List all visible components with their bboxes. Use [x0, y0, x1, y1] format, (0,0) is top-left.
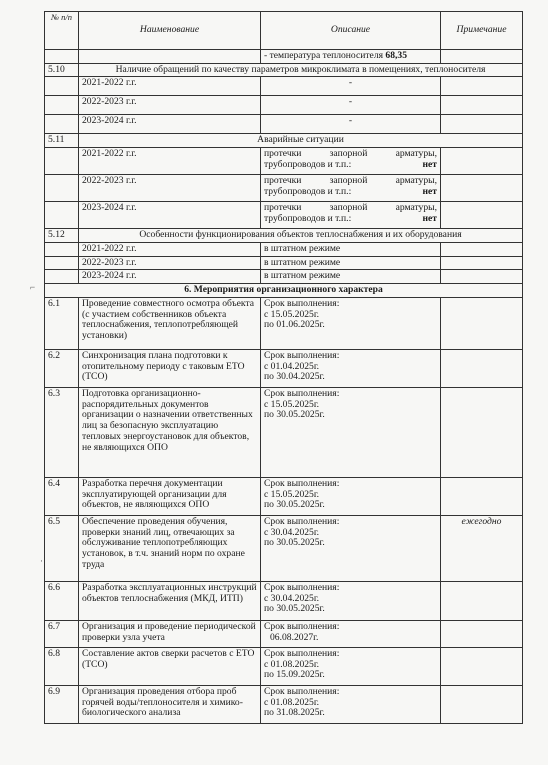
table-row	[45, 477, 523, 515]
margin-mark: ·	[40, 556, 43, 566]
margin-mark: ⌐	[30, 282, 36, 292]
table-row	[45, 270, 523, 284]
item-term: Срок выполнения: с 15.05.2025г. по 30.05.2025г.	[261, 477, 441, 515]
period-cell: 2021-2022 г.г.	[79, 242, 261, 256]
period-cell: 2022-2023 г.г.	[79, 256, 261, 270]
item-term: Срок выполнения: 06.08.2027г.	[261, 620, 441, 647]
item-term: Срок выполнения: с 01.08.2025г. по 15.09.2025г.	[261, 647, 441, 685]
item-term: Срок выполнения: с 30.04.2025г. по 30.05.2025г.	[261, 515, 441, 581]
section-title: Особенности функционирования объектов теплоснабжения и их оборудования	[79, 229, 523, 243]
table-row	[45, 515, 523, 581]
header-note: Примечание	[441, 12, 523, 50]
table-row	[45, 77, 523, 96]
item-name: Синхронизация плана подготовки к отопительному периоду с таковым ЕТО (ТСО)	[79, 349, 261, 387]
desc-cell: в штатном режиме	[261, 256, 441, 270]
item-num: 6.6	[45, 581, 79, 620]
item-num: 6.4	[45, 477, 79, 515]
section-num: 5.11	[45, 134, 79, 148]
table-row	[45, 96, 523, 115]
table-row	[45, 242, 523, 256]
item-num: 6.3	[45, 387, 79, 477]
period-cell: 2021-2022 г.г.	[79, 148, 261, 175]
item-name: Организация и проведение периодической проверки узла учета	[79, 620, 261, 647]
item-note	[441, 647, 523, 685]
item-name: Разработка эксплуатационных инструкций объектов теплоснабжения (МКД, ИТП)	[79, 581, 261, 620]
measures-table	[44, 11, 523, 724]
table-row	[45, 202, 523, 229]
section-num: 5.10	[45, 63, 79, 77]
table-row	[45, 256, 523, 270]
header-name: Наименование	[79, 12, 261, 50]
item-num: 6.7	[45, 620, 79, 647]
section-row	[45, 63, 523, 77]
item-term: Срок выполнения: с 30.04.2025г. по 30.05.2025г.	[261, 581, 441, 620]
section-num: 5.12	[45, 229, 79, 243]
section-row	[45, 229, 523, 243]
period-cell: 2023-2024 г.г.	[79, 270, 261, 284]
table-row	[45, 175, 523, 202]
section-title: 6. Мероприятия организационного характера	[45, 284, 523, 298]
desc-cell: - температура теплоносителя 68,35	[261, 50, 441, 64]
item-num: 6.9	[45, 685, 79, 723]
desc-cell: в штатном режиме	[261, 242, 441, 256]
section-title: Аварийные ситуации	[79, 134, 523, 148]
item-note	[441, 477, 523, 515]
item-term: Срок выполнения: с 15.05.2025г. по 30.05.2025г.	[261, 387, 441, 477]
desc-cell: протечки запорной арматуры, трубопроводов и т.п.: нет	[261, 202, 441, 229]
item-term: Срок выполнения: с 15.05.2025г. по 01.06.2025г.	[261, 297, 441, 349]
table-row	[45, 148, 523, 175]
item-term: Срок выполнения: с 01.08.2025г. по 31.08.2025г.	[261, 685, 441, 723]
desc-cell: -	[261, 77, 441, 96]
item-name: Разработка перечня документации эксплуатирующей организации для объектов, не являющихся ОПО	[79, 477, 261, 515]
table-row	[45, 297, 523, 349]
item-num: 6.8	[45, 647, 79, 685]
item-num: 6.2	[45, 349, 79, 387]
desc-cell: -	[261, 115, 441, 134]
item-note: ежегодно	[441, 515, 523, 581]
table-row	[45, 685, 523, 723]
section-row	[45, 284, 523, 298]
table-row	[45, 50, 523, 64]
item-name: Организация проведения отбора проб горячей воды/теплоносителя и химико-биологического анализа	[79, 685, 261, 723]
section-row	[45, 134, 523, 148]
item-note	[441, 387, 523, 477]
item-num: 6.1	[45, 297, 79, 349]
item-note	[441, 685, 523, 723]
desc-cell: в штатном режиме	[261, 270, 441, 284]
period-cell: 2022-2023 г.г.	[79, 96, 261, 115]
table-row	[45, 387, 523, 477]
header-num: № п/п	[45, 12, 79, 50]
item-name: Составление актов сверки расчетов с ЕТО (ТСО)	[79, 647, 261, 685]
section-title: Наличие обращений по качеству параметров микроклимата в помещениях, теплоносителя	[79, 63, 523, 77]
item-num: 6.5	[45, 515, 79, 581]
period-cell: 2023-2024 г.г.	[79, 202, 261, 229]
table-row	[45, 581, 523, 620]
temperature-value: 68,35	[385, 50, 408, 61]
item-name: Обеспечение проведения обучения, проверки знаний лиц, отвечающих за обслуживание теплопотребляющих установок, в т.ч. знаний норм по охране труда	[79, 515, 261, 581]
item-term: Срок выполнения: с 01.04.2025г. по 30.04.2025г.	[261, 349, 441, 387]
table-row	[45, 115, 523, 134]
desc-cell: протечки запорной арматуры, трубопроводов и т.п.: нет	[261, 175, 441, 202]
desc-cell: протечки запорной арматуры, трубопроводов и т.п.: нет	[261, 148, 441, 175]
table-row	[45, 349, 523, 387]
item-note	[441, 349, 523, 387]
item-note	[441, 620, 523, 647]
item-name: Проведение совместного осмотра объекта (с участием собственников объекта теплоснабжения, теплопотребляющей установки)	[79, 297, 261, 349]
period-cell: 2021-2022 г.г.	[79, 77, 261, 96]
header-desc: Описание	[261, 12, 441, 50]
item-note	[441, 581, 523, 620]
desc-cell: -	[261, 96, 441, 115]
table-row	[45, 620, 523, 647]
period-cell: 2022-2023 г.г.	[79, 175, 261, 202]
table-row	[45, 647, 523, 685]
table-header-row	[45, 12, 523, 50]
item-note	[441, 297, 523, 349]
period-cell: 2023-2024 г.г.	[79, 115, 261, 134]
item-name: Подготовка организационно-распорядительных документов организации о назначении ответственных лиц за безопасную эксплуатацию тепловых энергоустановок для объектов, не являющихся ОПО	[79, 387, 261, 477]
